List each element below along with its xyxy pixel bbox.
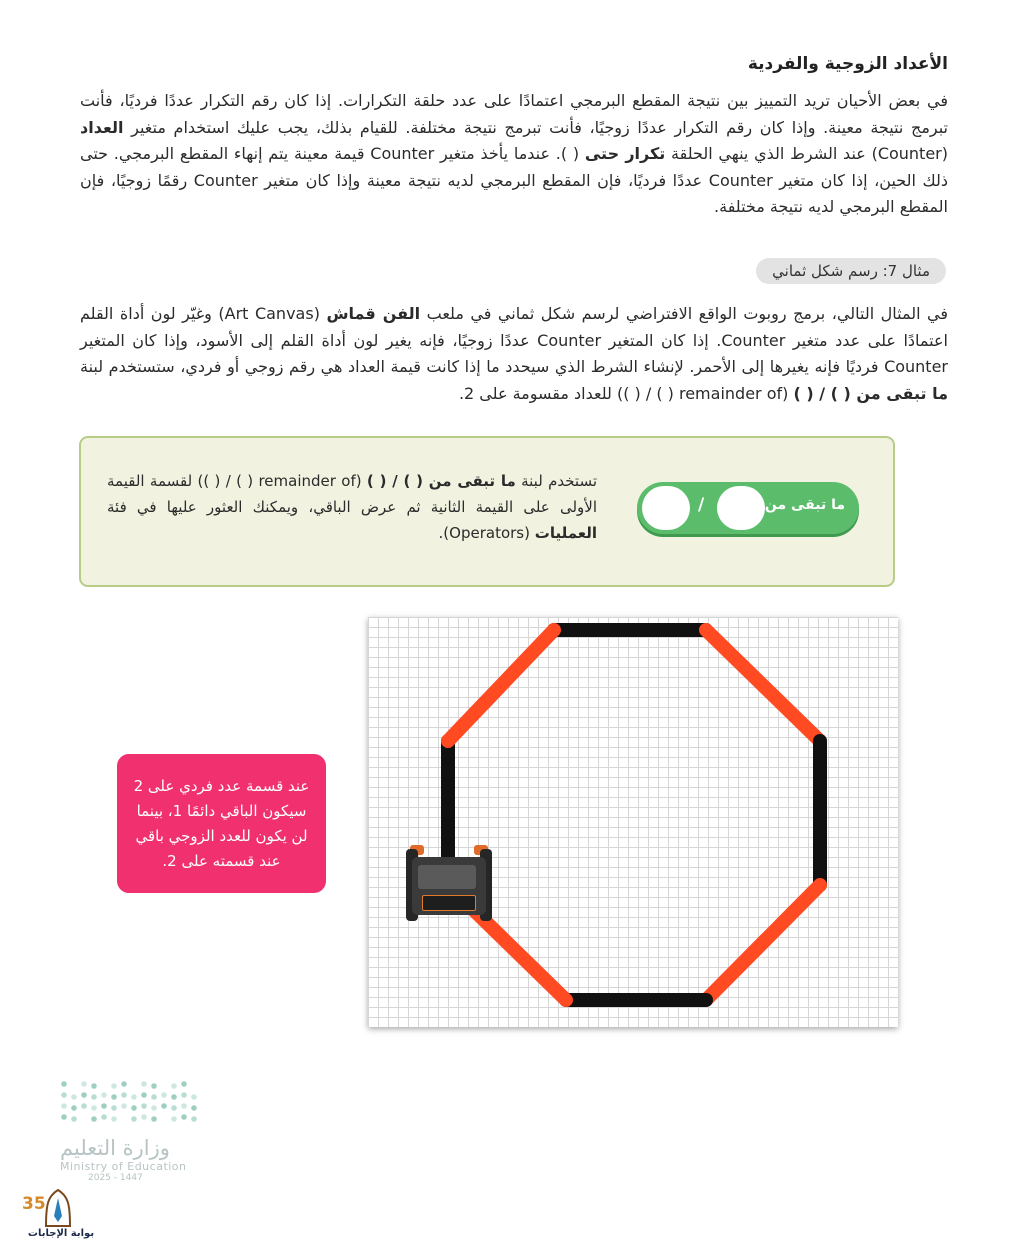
example-paragraph bbox=[80, 301, 948, 407]
logo-dot bbox=[151, 1094, 157, 1100]
logo-dot bbox=[131, 1094, 137, 1100]
logo-dot bbox=[81, 1092, 87, 1098]
logo-dots-icon bbox=[60, 1078, 200, 1128]
example-text-1: في المثال التالي، برمج روبوت الواقع الافتراضي لرسم شكل ثماني في ملعب bbox=[420, 304, 949, 323]
logo-dot bbox=[141, 1092, 147, 1098]
logo-dot bbox=[91, 1105, 97, 1111]
intro-text-2: (Counter) عند الشرط الذي ينهي الحلقة bbox=[665, 144, 948, 163]
logo-arabic: وزارة التعليم bbox=[60, 1136, 170, 1160]
example-text-3: (remainder of ( ) / ( )) للعداد مقسومة على 2. bbox=[458, 383, 794, 403]
logo-dot bbox=[191, 1094, 197, 1100]
octagon-drawing bbox=[368, 617, 898, 1027]
art-canvas bbox=[368, 617, 898, 1027]
watermark-text: بوابة الإجابات bbox=[27, 1228, 95, 1239]
info-text-2: (remainder of ( ) / ( )) لقسمة القيمة الأولى على القيمة الثانية ثم عرض الباقي، ويمكنك العثور عليها في فئة bbox=[107, 472, 597, 516]
robot-panel bbox=[418, 865, 476, 889]
logo-dot bbox=[121, 1081, 127, 1087]
intro-paragraph bbox=[80, 88, 948, 221]
logo-dot bbox=[181, 1092, 187, 1098]
logo-dot bbox=[171, 1116, 177, 1122]
block-input-slot-1 bbox=[717, 486, 765, 530]
logo-dot bbox=[81, 1081, 87, 1087]
logo-dot bbox=[111, 1105, 117, 1111]
logo-dot bbox=[171, 1105, 177, 1111]
intro-bold-repeat-until: تكرار حتى bbox=[584, 144, 666, 163]
octagon-edge-top-right bbox=[706, 630, 820, 741]
logo-dot bbox=[71, 1105, 77, 1111]
logo-dot bbox=[101, 1092, 107, 1098]
page-number: 35 bbox=[22, 1194, 46, 1214]
logo-dot bbox=[91, 1083, 97, 1089]
robot-plate bbox=[422, 895, 476, 911]
logo-years: 2025 - 1447 bbox=[88, 1173, 143, 1183]
logo-dot bbox=[151, 1116, 157, 1122]
example-label: مثال 7: رسم شكل ثماني bbox=[756, 258, 946, 284]
example-bold-art-canvas: الفن قماش bbox=[326, 304, 421, 323]
example-bold-remainder: ما تبقى من ( ) / ( ) bbox=[793, 383, 948, 403]
logo-dot bbox=[111, 1116, 117, 1122]
octagon-edge-top-left bbox=[448, 630, 554, 741]
info-box bbox=[79, 436, 895, 587]
callout-note: عند قسمة عدد فردي على 2 سيكون الباقي دائمًا 1، بينما لن يكون للعدد الزوجي باقي عند قسمته على 2. bbox=[117, 754, 326, 893]
section-heading: الأعداد الزوجية والفردية bbox=[747, 54, 948, 74]
octagon-edge-bottom-right bbox=[706, 885, 820, 1000]
logo-dot bbox=[181, 1081, 187, 1087]
logo-dot bbox=[71, 1116, 77, 1122]
logo-dot bbox=[111, 1083, 117, 1089]
ministry-logo bbox=[60, 1078, 200, 1183]
mosque-pen-icon bbox=[42, 1188, 74, 1228]
logo-dot bbox=[101, 1114, 107, 1120]
remainder-block bbox=[637, 482, 859, 534]
logo-dot bbox=[151, 1083, 157, 1089]
intro-bold-counter: العداد bbox=[80, 117, 124, 137]
example-text-2: (Art Canvas) وغيّر لون أداة القلم اعتمادًا على عدد متغير Counter. إذا كان المتغير Counter عددًا زوجيًا، فإنه يغير لون أداة القلم إلى الأسود، وإذا كان المتغير Counter فرديًا فإنه يغيرها إلى الأحمر. لإنشاء الشرط الذي سيحدد ما إذا كانت قيمة العداد هي رقم زوجي أو فردي، ستستخدم لبنة bbox=[80, 304, 949, 376]
logo-dot bbox=[91, 1094, 97, 1100]
logo-dot bbox=[141, 1114, 147, 1120]
info-text-3: (Operators). bbox=[438, 524, 535, 542]
logo-english: Ministry of Education bbox=[60, 1160, 187, 1173]
logo-dot bbox=[191, 1116, 197, 1122]
logo-dot bbox=[141, 1081, 147, 1087]
watermark bbox=[24, 1188, 95, 1248]
block-label: ما تبقى من bbox=[764, 497, 845, 513]
vr-robot bbox=[404, 845, 494, 923]
logo-dot bbox=[101, 1103, 107, 1109]
info-text-1: تستخدم لبنة bbox=[515, 472, 598, 490]
logo-dot bbox=[61, 1114, 67, 1120]
logo-dot bbox=[161, 1103, 167, 1109]
info-text bbox=[107, 468, 597, 546]
logo-dot bbox=[191, 1105, 197, 1111]
logo-dot bbox=[171, 1094, 177, 1100]
logo-dot bbox=[61, 1092, 67, 1098]
logo-dot bbox=[61, 1081, 67, 1087]
logo-dot bbox=[181, 1114, 187, 1120]
block-operator: / bbox=[698, 495, 705, 515]
info-bold-operators: العمليات bbox=[534, 524, 597, 542]
logo-dot bbox=[81, 1103, 87, 1109]
logo-dot bbox=[141, 1103, 147, 1109]
info-bold-block: ما تبقى من ( ) / ( ) bbox=[366, 472, 516, 490]
logo-dot bbox=[161, 1092, 167, 1098]
logo-dot bbox=[91, 1116, 97, 1122]
logo-dot bbox=[131, 1105, 137, 1111]
logo-dot bbox=[131, 1116, 137, 1122]
logo-dot bbox=[151, 1105, 157, 1111]
block-input-slot-2 bbox=[642, 486, 690, 530]
logo-dot bbox=[71, 1094, 77, 1100]
logo-dot bbox=[121, 1103, 127, 1109]
logo-dot bbox=[121, 1092, 127, 1098]
intro-text-3: ( ). عندما يأخذ متغير Counter قيمة معينة يتم إنهاء المقطع البرمجي. حتى ذلك الحين، إذا كان متغير Counter عددًا فرديًا، فإن المقطع البرمجي لديه نتيجة معينة وإذا كان متغير Counter رقمًا زوجيًا، فإن المقطع البرمجي لديه نتيجة مختلفة. bbox=[80, 144, 949, 216]
logo-dot bbox=[171, 1083, 177, 1089]
logo-dot bbox=[111, 1094, 117, 1100]
logo-dot bbox=[181, 1103, 187, 1109]
intro-text-1: في بعض الأحيان تريد التمييز بين نتيجة المقطع البرمجي اعتمادًا على عدد حلقة التكرارات. إذا كان رقم التكرار عددًا فرديًا، فأنت تبرمج نتيجة معينة. وإذا كان رقم التكرار عددًا زوجيًا، فأنت تبرمج نتيجة مختلفة. للقيام بذلك، يجب عليك استخدام متغير bbox=[80, 91, 948, 137]
logo-dot bbox=[61, 1103, 67, 1109]
